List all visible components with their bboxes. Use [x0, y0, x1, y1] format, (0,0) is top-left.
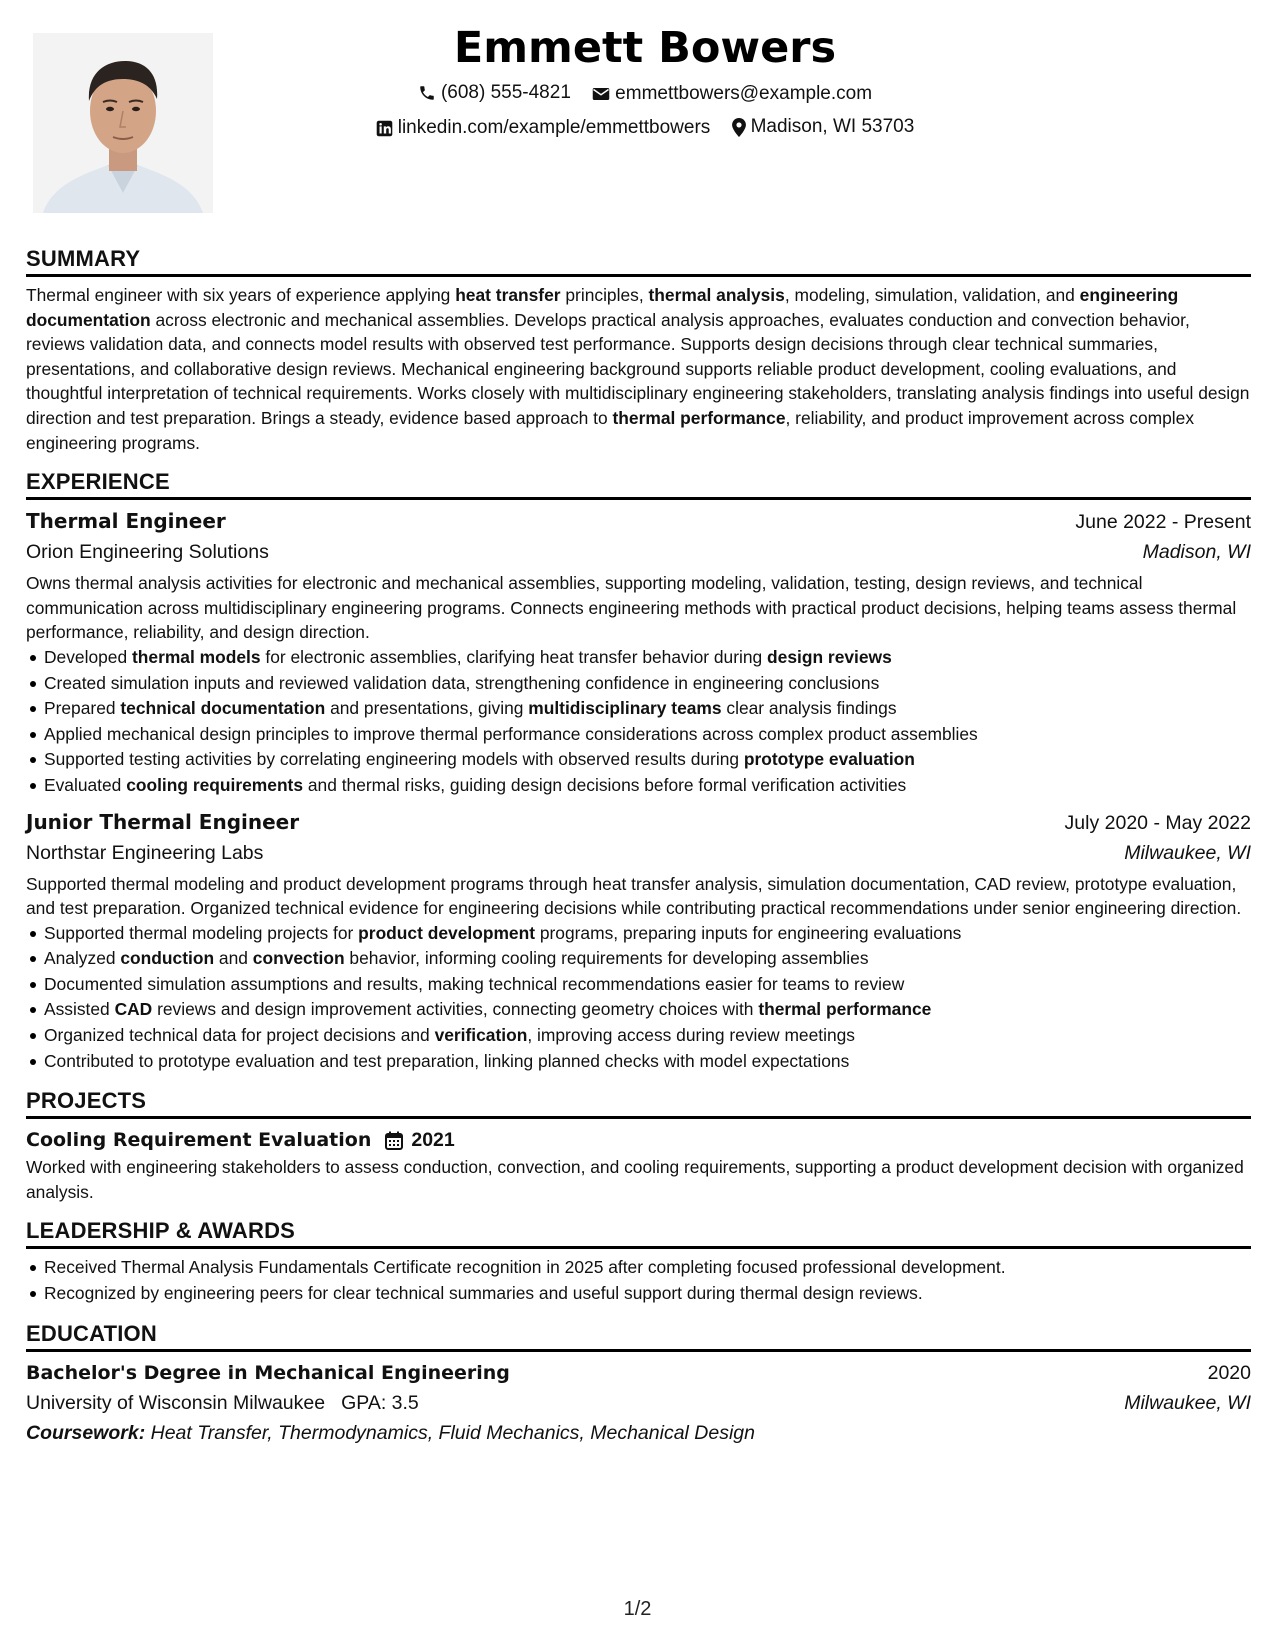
text-run: and [214, 948, 253, 969]
job-description: Owns thermal analysis activities for electronic and mechanical assemblies, supporting modeling, validation, testing, design reviews, and technical communication across multidisciplinary engineering programs. Connects engineering methods with practical product decisions, helping teams assess thermal performance, reliability, and design direction. [26, 573, 1237, 643]
map-pin-icon [732, 118, 746, 137]
job-bullet [44, 722, 1251, 748]
section-heading: EDUCATION [26, 1319, 1251, 1352]
job-bullet [44, 972, 1251, 998]
job-title: Thermal Engineer [26, 509, 226, 534]
education-section [26, 1319, 1251, 1448]
page-number: 1/2 [623, 1598, 652, 1620]
text-run: Contributed to prototype evaluation and test preparation, linking planned checks with model expectations [44, 1050, 850, 1071]
job-dates: July 2020 - May 2022 [1064, 811, 1251, 834]
text-run: Organized technical data for project decisions and [44, 1025, 435, 1046]
job-bullet [44, 671, 1251, 697]
job-entry [26, 807, 1251, 1075]
text-run: Documented simulation assumptions and results, making technical recommendations easier for teams to review [44, 973, 905, 994]
job-title: Junior Thermal Engineer [26, 809, 300, 834]
linkedin-contact[interactable] [376, 113, 711, 143]
resume-body [26, 244, 1251, 1460]
degree-name: Bachelor's Degree in Mechanical Engineering [26, 1361, 510, 1384]
calendar-icon [385, 1131, 403, 1150]
text-run: programs, preparing inputs for engineering evaluations [535, 922, 962, 943]
bold-keyword: CAD [114, 999, 153, 1020]
section-heading: LEADERSHIP & AWARDS [26, 1216, 1251, 1249]
text-run: Supported thermal modeling projects for [44, 922, 359, 943]
bold-keyword: technical documentation [120, 698, 326, 719]
text-run: Supported testing activities by correlating engineering models with observed results during [44, 749, 744, 770]
bold-keyword: thermal models [131, 646, 261, 667]
profile-photo [33, 33, 213, 213]
job-location: Milwaukee, WI [1124, 841, 1251, 864]
phone-text: (608) 555-4821 [440, 82, 571, 103]
text-run: Analyzed [44, 948, 121, 969]
text-run: , reliability, and product improvement across complex engineering programs. [26, 407, 1195, 453]
text-run: across electronic and mechanical assemblies. Develops practical analysis approaches, evaluates conduction and convection behavior, reviews validation data, and connects model results with observed test performance. Supports design decisions through clear technical summaries, presentations, and collaborative design reviews. Mechanical engineering background supports reliable product development, cooling evaluations, and thoughtful interpretation of technical requirements. Works closely with multidisciplinary engineering stakeholders, translating analysis findings into useful design direction and test preparation. Brings a steady, evidence based approach to [26, 309, 1250, 428]
text-run: and presentations, giving [325, 698, 529, 719]
text-run: principles, [560, 285, 649, 305]
text-run: Evaluated [44, 774, 127, 795]
project-date [385, 1125, 454, 1155]
job-bullet [44, 921, 1251, 947]
job-bullets [26, 645, 1251, 799]
coursework-label: Coursework: [26, 1421, 146, 1444]
text-run: Applied mechanical design principles to improve thermal performance considerations across complex product assemblies [44, 723, 978, 744]
text-run: Prepared [44, 698, 121, 719]
school-name: University of Wisconsin Milwaukee [26, 1391, 326, 1414]
text-run: Assisted [44, 999, 115, 1020]
linkedin-icon [376, 120, 393, 137]
email-text[interactable]: emmettbowers@example.com [615, 83, 873, 104]
project-description: Worked with engineering stakeholders to assess conduction, convection, and cooling requirements, supporting a product development decision with organized analysis. [26, 1157, 1244, 1202]
phone-icon [418, 84, 436, 102]
job-bullet [44, 1049, 1251, 1075]
graduation-year: 2020 [1207, 1361, 1251, 1384]
section-heading: PROJECTS [26, 1086, 1251, 1119]
job-location: Madison, WI [1142, 541, 1251, 564]
email-contact[interactable] [592, 79, 872, 109]
job-bullet [44, 773, 1251, 799]
candidate-name: Emmett Bowers [453, 23, 837, 73]
contact-row-2 [250, 112, 1040, 147]
location-text: Madison, WI 53703 [750, 116, 915, 137]
job-description: Supported thermal modeling and product development programs through heat transfer analysis, simulation documentation, CAD review, prototype evaluation, and test preparation. Organized technical evidence for engineering decisions while contributing practical recommendations under senior engineering direction. [26, 873, 1242, 919]
project-year: 2021 [411, 1129, 455, 1152]
coursework-list: Heat Transfer, Thermodynamics, Fluid Mechanics, Mechanical Design [150, 1421, 756, 1444]
bold-keyword: thermal performance [612, 407, 786, 428]
text-run: , improving access during review meetings [527, 1025, 856, 1046]
experience-section [26, 467, 1251, 1074]
project-header [26, 1125, 1251, 1155]
bold-keyword: prototype evaluation [743, 749, 915, 770]
section-heading: SUMMARY [26, 244, 1251, 277]
bold-keyword: design reviews [767, 646, 892, 667]
bold-keyword: thermal performance [758, 999, 932, 1020]
company-name: Northstar Engineering Labs [26, 841, 264, 864]
bold-keyword: heat transfer [455, 285, 561, 305]
section-heading: EXPERIENCE [26, 467, 1251, 500]
school-location: Milwaukee, WI [1124, 1391, 1251, 1414]
award-item: Recognized by engineering peers for clear technical summaries and useful support during thermal design reviews. [44, 1281, 1251, 1307]
summary-text [26, 283, 1251, 455]
project-name: Cooling Requirement Evaluation [26, 1129, 372, 1152]
job-dates: June 2022 - Present [1075, 511, 1251, 534]
text-run: Developed [44, 646, 132, 667]
leadership-section [26, 1216, 1251, 1306]
text-run: Created simulation inputs and reviewed validation data, strengthening confidence in engineering conclusions [44, 672, 880, 693]
text-run: clear analysis findings [721, 698, 897, 719]
award-item: Received Thermal Analysis Fundamentals Certificate recognition in 2025 after completing focused professional development. [44, 1255, 1251, 1281]
company-name: Orion Engineering Solutions [26, 541, 269, 564]
bold-keyword: cooling requirements [126, 774, 304, 795]
summary-section [26, 244, 1251, 455]
text-run: for electronic assemblies, clarifying heat transfer behavior during [260, 646, 768, 667]
bold-keyword: engineering documentation [26, 285, 1179, 330]
bold-keyword: thermal analysis [648, 285, 785, 305]
linkedin-text[interactable]: linkedin.com/example/emmettbowers [397, 117, 711, 138]
bold-keyword: verification [434, 1025, 528, 1046]
coursework [26, 1418, 1251, 1448]
job-bullets [26, 921, 1251, 1075]
text-run: reviews and design improvement activities, connecting geometry choices with [152, 999, 759, 1020]
text-run: Thermal engineer with six years of experience applying [26, 285, 456, 305]
job-entry [26, 506, 1251, 798]
text-run: , modeling, simulation, validation, and [784, 285, 1080, 305]
bold-keyword: product development [358, 922, 535, 943]
contact-row-1 [250, 78, 1040, 112]
text-run: and thermal risks, guiding design decisions before formal verification activities [303, 774, 907, 795]
award-list [26, 1255, 1251, 1306]
job-bullet [44, 1023, 1251, 1049]
text-run: behavior, informing cooling requirements for developing assemblies [344, 948, 869, 969]
job-bullet [44, 946, 1251, 972]
bold-keyword: conduction [120, 948, 215, 969]
job-bullet [44, 997, 1251, 1023]
bold-keyword: multidisciplinary teams [528, 698, 722, 719]
envelope-icon [592, 86, 610, 102]
resume-header [250, 18, 1040, 147]
bold-keyword: convection [252, 948, 345, 969]
job-bullet [44, 747, 1251, 773]
job-bullet [44, 696, 1251, 722]
projects-section [26, 1086, 1251, 1204]
gpa: GPA: 3.5 [341, 1391, 419, 1414]
location-contact [732, 112, 915, 142]
phone-contact [418, 78, 571, 108]
job-bullet [44, 645, 1251, 671]
